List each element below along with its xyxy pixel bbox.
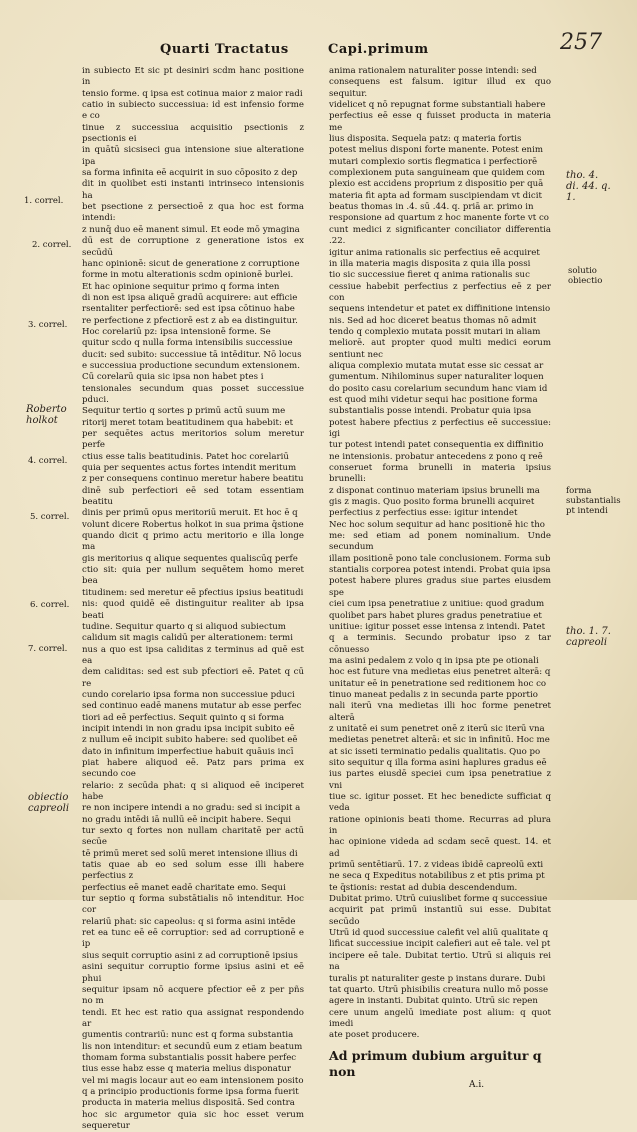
text-line: dinē sub perfectiori eē sed totam essentiam beatitu bbox=[82, 485, 304, 508]
text-line: substantialis posse intendi. Probatur quia ipsa bbox=[329, 406, 532, 417]
text-line: mutari complexio sortis flegmatica i perfectiorē bbox=[329, 156, 538, 167]
text-line: videlicet q nō repugnat forme substantiali habere bbox=[329, 100, 546, 111]
text-line: tendo q complexio mutata possit mutari in aliam bbox=[329, 326, 541, 337]
text-line: at sic isseti terminatio pedalis qualitatis. Quo po bbox=[329, 746, 541, 757]
text-line: Dubitat primo. Utrū cuiuslibet forme q successiue bbox=[329, 894, 548, 905]
text-line: igitur anima rationalis sic perfectius eē acquiret bbox=[329, 247, 540, 258]
text-line: thomam forma substantialis possit habere perfec bbox=[82, 1052, 297, 1063]
text-line: asini sequitur corruptio forme ipsius asini et eē phui bbox=[82, 962, 304, 984]
text-line: ma asini pedalem z volo q in ipsa pte pe otionali bbox=[329, 655, 539, 666]
text-line: quolibet pars habet plures gradus penetratiue et bbox=[329, 610, 542, 621]
text-line: tatis quae ab eo sed solum esse illi habere perfectius z bbox=[82, 860, 304, 882]
running-head-left: Quarti Tractatus bbox=[160, 42, 289, 57]
text-line: rsentaliter perfectiorē: sed est ipsa cōtinuo habe bbox=[82, 304, 295, 315]
section-heading: Ad primum dubium arguitur q non bbox=[329, 1047, 542, 1079]
text-line: piat habere aliquod eē. Patz pars prima ex secundo coe bbox=[82, 757, 304, 780]
text-line: z nullum eē incipit subito habere: sed quolibet eē bbox=[82, 735, 298, 746]
text-line: lis non intenditur: et secundū eum z etiam beatum bbox=[82, 1041, 303, 1052]
text-line: cundo corelario ipsa forma non successiue pduci bbox=[82, 689, 295, 700]
text-line: primū sentētiarū. 17. z videas ibidē capreolū exti bbox=[329, 860, 544, 871]
margin-note-left-handwritten: obiectio capreoli bbox=[28, 792, 70, 814]
text-line: tensionales secundum quas posset successiue pduci. bbox=[82, 383, 304, 405]
text-line: hoc est future vna medietas eius penetret alterā: q bbox=[329, 667, 551, 678]
text-line: hac opinione videda ad scdam secē quest. 14. et ad bbox=[329, 837, 551, 859]
text-line: tinue z successiua acquisitio psectionis z psectionis ei bbox=[82, 122, 304, 145]
text-line: dato in infinitum imperfectiue habuit quāuis incī bbox=[82, 746, 294, 757]
text-line: gis meritorius q alique sequentes qualiscūq perfe bbox=[82, 553, 298, 564]
text-line: quia per sequentes actus fortes intendit meritum bbox=[82, 463, 297, 474]
text-line: sequitur ipsam nō acquere pfectior eē z per pñs no m bbox=[82, 984, 304, 1007]
text-line: ducit: sed subito: successiue tā intēditur. Nō locus bbox=[82, 349, 302, 360]
text-line: unitiue: igitur posset esse intensa z intendi. Patet bbox=[329, 621, 546, 632]
text-line: Hoc corelariū pz: ipsa intensionē forme. Se bbox=[82, 326, 271, 337]
text-line: ciei cum ipsa penetratiue z unitiue: quod gradum bbox=[329, 599, 545, 610]
text-line: illam positionē pono tale conclusionem. Forma sub bbox=[329, 553, 551, 564]
text-line: z nunq̄ duo eē manent simul. Et eode mō ymagina bbox=[82, 224, 300, 235]
text-line: di non est ipsa aliquē gradū acquirere: aut efficie bbox=[82, 292, 298, 303]
text-line: dem caliditas: sed est sub pfectiori eē. Patet q cū re bbox=[82, 667, 304, 689]
text-line: no gradu intēdi iā nullū eē incipit habere. Sequi bbox=[82, 814, 292, 825]
text-line: tinuo maneat pedalis z in secunda parte pportio bbox=[329, 689, 538, 700]
text-line: Cū corelarū quia sic ipsa non habet ptes i bbox=[82, 372, 264, 383]
text-line: perfectius eē manet eadē charitate emo. Sequi bbox=[82, 882, 286, 893]
text-line: ratione opinionis beati thome. Recurras ad plura in bbox=[329, 814, 551, 837]
text-line: cere unum angelū imediate post alium: q quot imedi bbox=[329, 1007, 551, 1029]
text-line: tio sic successiue fieret q anima rationalis suc bbox=[329, 270, 530, 281]
text-line: titudinem: sed meretur eē pfectius ipsius beatitudi bbox=[82, 587, 304, 598]
text-line: potest habere pfectius z perfectius eē successiue: igi bbox=[329, 417, 551, 439]
text-line: materia fit apta ad formam suscipiendam vt dicit bbox=[329, 190, 542, 201]
text-line: te q̄stionis: restat ad dubia descendendum. bbox=[329, 882, 518, 893]
text-line: incipere eē tale. Dubitat tertio. Utrū si aliquis rei na bbox=[329, 950, 551, 973]
text-line: conseruet forma brunelli in materia ipsius brunelli: bbox=[329, 463, 551, 485]
text-line: beatus thomas in .4. sū .44. q. priā ar. primo in bbox=[329, 202, 534, 213]
text-line: aliqua complexio mutata mutat esse sic cessat ar bbox=[329, 360, 544, 371]
text-line: lificat successiue incipit calefieri aut eē tale. vel pt bbox=[329, 939, 551, 950]
text-line: perfectius z perfectius esse: igitur intendet bbox=[329, 508, 518, 519]
text-line: agere in instanti. Dubitat quinto. Utrū sic repen bbox=[329, 996, 538, 1007]
text-line: in subiecto Et sic pt desiniri scdm hanc positione in bbox=[82, 66, 304, 88]
text-line: nali iterū vna medietas illi hoc forme penetret alterā bbox=[329, 701, 551, 723]
folio-number: 257 bbox=[560, 30, 602, 55]
margin-note-left-handwritten: Roberto holkot bbox=[26, 404, 67, 426]
text-line: Sequitur tertio q sortes p primū actū suum me bbox=[82, 406, 286, 417]
text-line: dit in quolibet esti instanti intrinseco intensionis ha bbox=[82, 179, 304, 201]
text-line: tensio forme. q ipsa est cotinua maior z maior radi bbox=[82, 88, 303, 99]
text-line: sed continuo eadē manens mutatur ab esse perfec bbox=[82, 701, 302, 712]
text-line: z per consequens continuo meretur habere beatitu bbox=[82, 474, 304, 485]
text-line: e successiua productione secundum extensionem. bbox=[82, 360, 300, 371]
text-line: responsione ad quartum z hoc manente forte vt co bbox=[329, 213, 549, 224]
text-line: tur potest intendi patet consequentia ex diffinitio bbox=[329, 440, 544, 451]
text-line: producta in materia melius dispositā. Sed contra bbox=[82, 1098, 295, 1109]
text-line: nis: quod quidē eē distinguitur realiter ab ipsa beati bbox=[82, 599, 304, 621]
text-line: tius esse habz esse q materia melius disponatur bbox=[82, 1064, 291, 1075]
text-line: potest melius disponi forte manente. Potest enim bbox=[329, 145, 543, 156]
text-line: volunt dicere Robertus holkot in sua prima q̄stione bbox=[82, 519, 304, 530]
text-line: nis. Sed ad hoc diceret beatus thomas nō admit bbox=[329, 315, 537, 326]
text-line: calidum sit magis calidū per alterationem: termi bbox=[82, 633, 293, 644]
text-line: ctius esse talis beatitudinis. Patet hoc corelariū bbox=[82, 451, 289, 462]
text-line: stantialis corporea potest intendi. Probat quia ipsa bbox=[329, 565, 551, 576]
text-line: tendi. Et hec est ratio qua assignat respondendo ar bbox=[82, 1007, 304, 1029]
text-line: tur sexto q fortes non nullam charitatē per actū secūe bbox=[82, 826, 304, 848]
text-line: tiue sc. igitur posset. Et hec benedicte sufficiat q veda bbox=[329, 792, 551, 814]
text-line: sius sequit corruptio asini z ad corruptionē ipsius bbox=[82, 950, 298, 961]
text-line: hoc sic argumetor quia sic hoc esset verum sequeretur bbox=[82, 1109, 304, 1131]
margin-note-right-handwritten: tho. 1. 7. capreoli bbox=[566, 626, 611, 648]
text-line: tat quarto. Utrū phisibilis creatura nullo mō posse bbox=[329, 984, 549, 995]
text-line: relariū phat: sic capeolus: q si forma asini intēde bbox=[82, 916, 296, 927]
text-line: nus a quo est ipsa caliditas z terminus ad quē est ea bbox=[82, 644, 304, 666]
text-line: unitatur eē in penetratione sed reditionem hoc co bbox=[329, 678, 547, 689]
text-line: hanc opinionē: sicut de generatione z corruptione bbox=[82, 258, 300, 269]
text-line: quitur scdo q nulla forma intensibilis successiue bbox=[82, 338, 293, 349]
text-line: q a principio productionis forme ipsa forma fuerit bbox=[82, 1086, 299, 1097]
text-line: ctio sit: quia per nullum sequētem homo meret bea bbox=[82, 565, 304, 587]
text-line: ate poset producere. bbox=[329, 1030, 420, 1041]
text-line: gumentum. Nihilominus super naturaliter loquen bbox=[329, 372, 544, 383]
text-line: forme in motu alterationis scdm opinionē burlei. bbox=[82, 270, 294, 281]
text-line: tudine. Sequitur quarto q si aliquod subiectum bbox=[82, 621, 286, 632]
margin-note-left: 2. correl. bbox=[32, 240, 72, 250]
text-line: bet psectione z persectioē z qua hoc est forma intendi: bbox=[82, 202, 304, 224]
text-line: ne intensionis. probatur antecedens z pono q reē bbox=[329, 451, 543, 462]
text-line: vel mi magis locaur aut eo eam intensionem posito bbox=[82, 1075, 304, 1086]
text-line: incipit intendi in non gradu ipsa incipit subito eē bbox=[82, 723, 295, 734]
text-line: in illa materia magis disposita z quia illa possi bbox=[329, 258, 531, 269]
margin-note-left: 1. correl. bbox=[24, 196, 64, 206]
text-line: do posito casu corelarium secundum hanc viam id bbox=[329, 383, 548, 394]
text-line: me: sed etiam ad ponem nominalium. Unde secundum bbox=[329, 531, 551, 553]
text-line: gis z magis. Quo posito forma brunelli acquiret bbox=[329, 497, 535, 508]
margin-note-right: solutio obiectio bbox=[568, 266, 603, 286]
text-line: cunt medici z significanter conciliator differentia .22. bbox=[329, 224, 551, 247]
text-line: z unitatē ei sum penetret onē z iterū sic iterū vna bbox=[329, 723, 545, 734]
text-line: plexio est accidens proprium z dispositio per quā bbox=[329, 179, 544, 190]
margin-note-left: 7. correl. bbox=[28, 644, 68, 654]
text-line: relario: z secūda phat: q si aliquod eē inciperet habe bbox=[82, 780, 304, 802]
text-line: est quod mihi videtur sequi hac positione forma bbox=[329, 394, 538, 405]
text-line: ius partes eiusdē speciei cum ipsa penetratiue z vni bbox=[329, 769, 551, 791]
text-line: tiori ad eē perfectius. Sequit quinto q si forma bbox=[82, 712, 285, 723]
text-line: per sequētes actus meritorios solum meretur perfe bbox=[82, 429, 304, 451]
text-line: consequens est falsum. igitur illud ex quo sequitur. bbox=[329, 77, 551, 99]
left-column bbox=[82, 66, 304, 1131]
text-line: Nec hoc solum sequitur ad hanc positionē hic tho bbox=[329, 519, 545, 530]
signature-mark: A.i. bbox=[469, 1079, 485, 1090]
text-line: anima rationalem naturaliter posse intendi: sed bbox=[329, 66, 537, 76]
text-line: dinis per primū opus meritoriū meruit. Et hoc ē q bbox=[82, 508, 298, 519]
text-line: medietas penetret alterā: et sic in infinitū. Hoc me bbox=[329, 735, 550, 746]
text-line: quando dicit q primo actu meritorio e illa longe ma bbox=[82, 531, 304, 553]
text-line: lius disposita. Sequela patz: q materia fortis bbox=[329, 134, 522, 145]
text-line: tē primū meret sed solū meret intensione illius di bbox=[82, 848, 298, 859]
text-line: acquirit pat primū instantiū sui esse. Dubitat secūdo bbox=[329, 905, 551, 927]
margin-note-right-handwritten: tho. 4. di. 44. q. 1. bbox=[566, 170, 611, 203]
text-line: catio in subiecto successiua: id est infensio forme e co bbox=[82, 100, 304, 122]
margin-note-left: 6. correl. bbox=[30, 600, 70, 610]
margin-note-left: 4. correl. bbox=[28, 456, 68, 466]
margin-note-left: 5. correl. bbox=[30, 512, 70, 522]
text-line: Utrū id quod successiue calefit vel aliū qualitate q bbox=[329, 928, 549, 939]
text-line: re non incipere intendi a no gradu: sed si incipit a bbox=[82, 803, 301, 814]
text-line: sa forma infinita eē acquirit in suo cōposito z dep bbox=[82, 168, 298, 179]
text-line: tur septio q forma substātialis nō intenditur. Hoc cor bbox=[82, 894, 304, 916]
text-line: perfectius eē esse q fuisset producta in materia me bbox=[329, 111, 551, 133]
right-column-body bbox=[329, 66, 551, 1042]
text-line: sequens intendetur et patet ex diffinitione intensio bbox=[329, 304, 551, 315]
text-line: Et hac opinione sequitur primo q forma inten bbox=[82, 281, 280, 292]
margin-note-left: 3. correl. bbox=[28, 320, 68, 330]
margin-note-right: forma substantialis pt intendi bbox=[566, 486, 621, 516]
text-line: ne seca q Expeditus notabilibus z et ptis prima pt bbox=[329, 871, 545, 882]
right-column bbox=[329, 66, 551, 1090]
text-line: ritorij meret totam beatitudinem qua habebit: et bbox=[82, 417, 294, 428]
text-line: ret ea tunc eē eē corruptior: sed ad corruptionē e ip bbox=[82, 928, 304, 950]
text-line: meliorē. aut propter quod multi medici eorum sentiunt nec bbox=[329, 338, 551, 360]
text-line: complexionem puta sanguineam que quidem com bbox=[329, 168, 545, 179]
text-line: cessiue habebit perfectius z perfectius eē z per con bbox=[329, 281, 551, 303]
text-line: z disponat continuo materiam ipsius brunelli ma bbox=[329, 485, 540, 496]
text-line: dū est de corruptione z generatione istos ex secūdū bbox=[82, 236, 304, 258]
text-line: gumentis contrariū: nunc est q forma substantia bbox=[82, 1030, 294, 1041]
text-line: sito sequitur q illa forma asini haplures gradus eē bbox=[329, 757, 547, 768]
text-line: potest habere plures gradus siue partes eiusdem spe bbox=[329, 576, 551, 598]
text-line: re perfectione z pfectiorē est z ab ea distinguitur. bbox=[82, 315, 298, 326]
text-line: in quātū sicsiseci gua intensione siue alteratione ipa bbox=[82, 145, 304, 167]
running-head-right: Capi.primum bbox=[328, 42, 429, 57]
text-line: q a terminis. Secundo probatur ipso z tar cōnuesso bbox=[329, 633, 551, 655]
text-line: turalis pt naturaliter geste p instans durare. Dubi bbox=[329, 973, 546, 984]
